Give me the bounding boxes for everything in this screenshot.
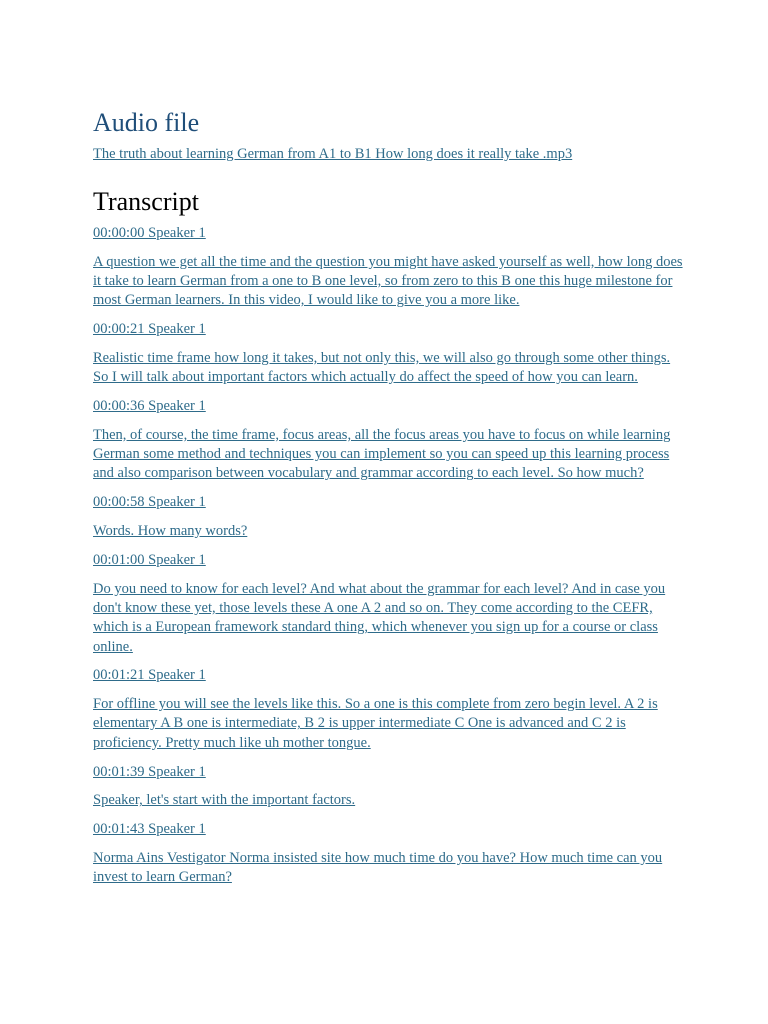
transcript-timestamp-link[interactable]: 00:01:21 Speaker 1 xyxy=(93,667,206,684)
transcript-text-link[interactable]: Speaker, let's start with the important factors. xyxy=(93,792,356,809)
transcript-text-link[interactable]: For offline you will see the levels like this. So a one is this complete from zero begin level. A 2 is elementary A B one is intermediate, B 2 is upper intermediate C One is advanced and C 2 is proficiency. Pretty much like uh mother tongue. xyxy=(93,696,658,751)
transcript-text-link[interactable]: Then, of course, the time frame, focus areas, all the focus areas you have to focus on while learning German some method and techniques you can implement so you can speed up this learning process and also comparison between vocabulary and grammar according to each level. So how much? xyxy=(93,426,671,482)
audio-file-heading: Audio file xyxy=(93,108,200,137)
transcript-timestamp-link[interactable]: 00:00:58 Speaker 1 xyxy=(93,494,206,511)
transcript-timestamp-link[interactable]: 00:01:43 Speaker 1 xyxy=(93,821,206,838)
transcript-timestamp-link[interactable]: 00:00:36 Speaker 1 xyxy=(93,398,206,415)
transcript-text-link[interactable]: A question we get all the time and the question you might have asked yourself as well, how long does it take to learn German from a one to B one level, so from zero to this B one this huge milestone for most German learners. In this video, I would like to give you a more like. xyxy=(93,253,683,309)
transcript-text-link[interactable]: Realistic time frame how long it takes, but not only this, we will also go through some other things. So I will talk about important factors which actually do affect the speed of how you can learn. xyxy=(93,349,671,386)
audio-file-link[interactable]: The truth about learning German from A1 to B1 How long does it really take .mp3 xyxy=(93,146,573,162)
transcript-heading: Transcript xyxy=(93,187,199,216)
transcript-timestamp-link[interactable]: 00:01:00 Speaker 1 xyxy=(93,551,206,568)
transcript-text-link[interactable]: Norma Ains Vestigator Norma insisted site how much time do you have? How much time can you invest to learn German? xyxy=(93,849,663,886)
transcript-timestamp-link[interactable]: 00:01:39 Speaker 1 xyxy=(93,763,206,780)
transcript-timestamp-link[interactable]: 00:00:00 Speaker 1 xyxy=(93,225,206,241)
transcript-timestamp-link[interactable]: 00:00:21 Speaker 1 xyxy=(93,321,206,338)
transcript-text-link[interactable]: Words. How many words? xyxy=(93,523,248,540)
transcript-text-link[interactable]: Do you need to know for each level? And what about the grammar for each level? And in case you don't know these yet, those levels these A one A 2 and so on. They come according to the CEFR, which is a European framework standard thing, which whenever you sign up for a course or class online. xyxy=(93,580,666,655)
transcript-list xyxy=(93,224,683,897)
